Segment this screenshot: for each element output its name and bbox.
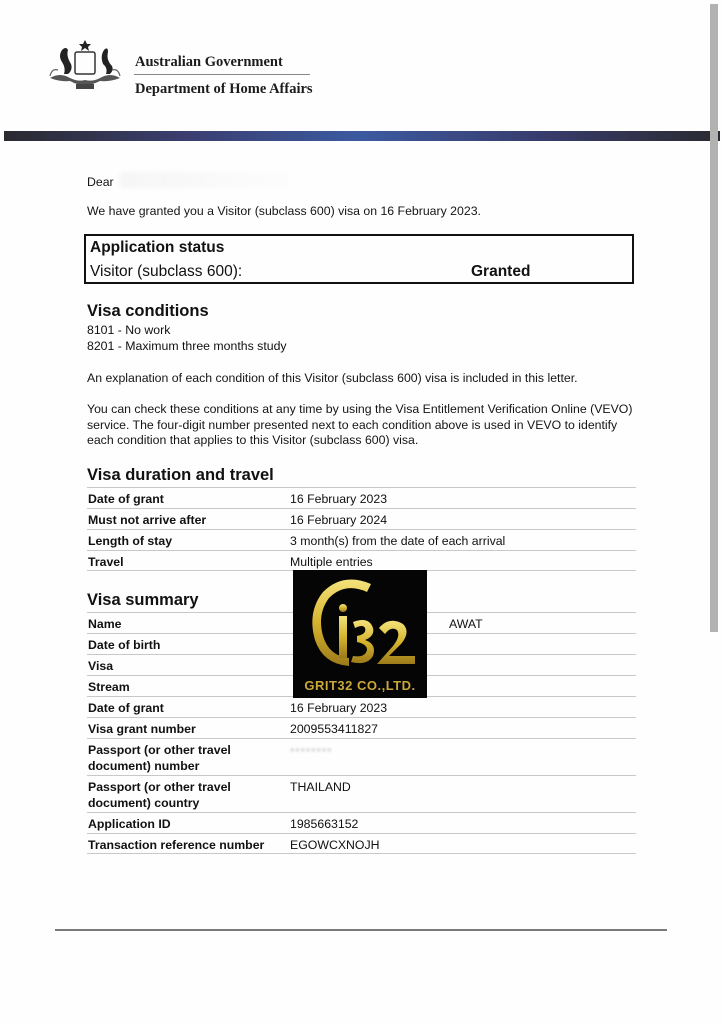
row-value: Multiple entries <box>290 555 373 569</box>
table-row <box>87 696 636 717</box>
row-value: 2009553411827 <box>290 722 378 736</box>
row-label: Application ID <box>88 817 171 831</box>
government-name: Australian Government <box>135 54 283 70</box>
row-value: 16 February 2024 <box>290 513 388 527</box>
visa-conditions-heading: Visa conditions <box>87 302 209 320</box>
table-row <box>87 738 636 775</box>
application-status-label: Visitor (subclass 600): <box>90 263 243 280</box>
redacted-recipient-name <box>120 172 290 188</box>
footer-divider <box>55 929 667 931</box>
row-label: Passport (or other travel document) number <box>88 743 231 773</box>
header-band <box>4 131 720 141</box>
row-value: 16 February 2023 <box>290 701 388 715</box>
table-row <box>87 529 636 550</box>
row-label: Visa grant number <box>88 722 196 736</box>
row-label: Transaction reference number <box>88 838 265 852</box>
header-divider <box>134 74 310 75</box>
row-value: THAILAND <box>290 780 351 794</box>
vevo-note: You can check these conditions at any time by using the Visa Entitlement Verification Online (VEVO) service. The four-digit number presented next to each condition above is used in VEVO to identify each condition that applies to this Visitor (subclass 600) visa. <box>87 402 633 447</box>
application-status-value: Granted <box>471 263 531 280</box>
visa-duration-heading: Visa duration and travel <box>87 466 274 484</box>
row-label: Date of grant <box>88 492 164 506</box>
row-label: Date of birth <box>88 638 161 652</box>
condition-item: 8201 - Maximum three months study <box>87 339 287 353</box>
department-name: Department of Home Affairs <box>135 81 313 97</box>
visa-summary-heading: Visa summary <box>87 591 199 609</box>
row-label: Must not arrive after <box>88 513 207 527</box>
table-row <box>87 775 636 812</box>
coat-of-arms-icon <box>44 38 126 100</box>
table-row <box>87 812 636 833</box>
visa-duration-table <box>87 487 636 571</box>
application-status-title: Application status <box>90 239 225 256</box>
table-row <box>87 487 636 508</box>
g32-monogram-icon <box>293 570 427 678</box>
redacted-passport-number: •••••••• <box>290 743 333 757</box>
row-value: EGOWCXNOJH <box>290 838 380 852</box>
visa-conditions-list <box>87 322 287 354</box>
row-label: Date of grant <box>88 701 164 715</box>
watermark-company-name: GRIT32 CO.,LTD. <box>304 678 416 693</box>
row-value: 3 month(s) from the date of each arrival <box>290 534 506 548</box>
row-label: Stream <box>88 680 130 694</box>
row-value: 16 February 2023 <box>290 492 388 506</box>
row-label: Visa <box>88 659 114 673</box>
table-row <box>87 833 636 854</box>
scrollbar[interactable] <box>710 4 718 632</box>
table-row <box>87 508 636 529</box>
conditions-explanation: An explanation of each condition of this Visitor (subclass 600) visa is included in this letter. <box>87 371 578 385</box>
row-value: 1985663152 <box>290 817 359 831</box>
row-value: AWAT <box>449 617 483 631</box>
condition-item: 8101 - No work <box>87 323 171 337</box>
application-status-box <box>84 234 634 284</box>
table-row <box>87 717 636 738</box>
row-label: Name <box>88 617 122 631</box>
table-row <box>87 550 636 571</box>
grant-sentence: We have granted you a Visitor (subclass 600) visa on 16 February 2023. <box>87 204 481 218</box>
row-label: Passport (or other travel document) country <box>88 780 231 810</box>
row-label: Travel <box>88 555 124 569</box>
grit32-watermark-logo <box>293 570 427 698</box>
row-label: Length of stay <box>88 534 173 548</box>
salutation: Dear <box>87 175 114 189</box>
